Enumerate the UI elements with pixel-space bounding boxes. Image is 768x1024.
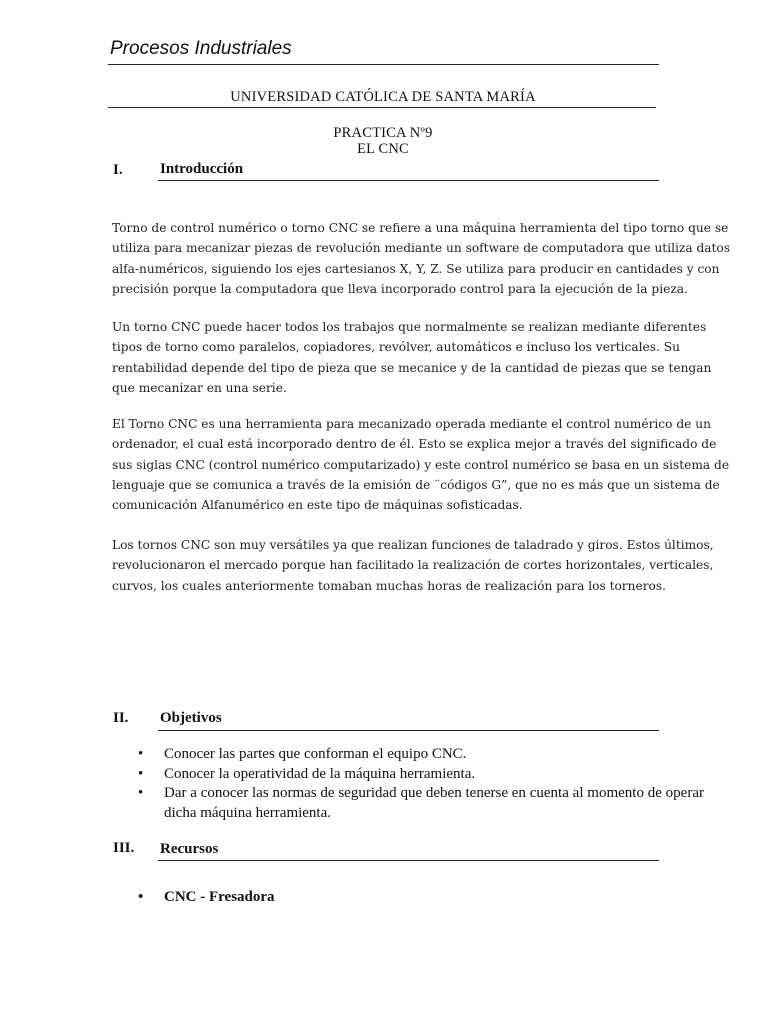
paragraph-line: El Torno CNC es una herramienta para mecanizado operada mediante el control numérico de un <box>112 417 711 431</box>
paragraph-line: que mecanizar en una serie. <box>112 380 287 395</box>
section-number-intro: I. <box>113 162 123 178</box>
list-item-text: Conocer la operatividad de la máquina herramienta. <box>164 765 476 782</box>
objectives-list <box>138 745 704 823</box>
bullet-icon: • <box>138 889 144 905</box>
bullet-icon: • <box>138 746 144 762</box>
section-title-resources: Recursos <box>160 841 219 857</box>
list-item-text: CNC - Fresadora <box>164 889 275 905</box>
university-rule <box>108 107 656 108</box>
resources-list <box>138 888 704 908</box>
list-item <box>138 784 704 823</box>
header-rule <box>108 64 659 65</box>
section-number-objectives: II. <box>113 710 129 726</box>
paragraph-line: Torno de control numérico o torno CNC se refiere a una máquina herramienta del tipo torno que se <box>112 221 729 235</box>
section-title-intro: Introducción <box>160 161 244 177</box>
section-rule-objectives <box>158 730 659 731</box>
section-number-resources: III. <box>113 840 135 856</box>
section-rule-intro <box>158 180 659 181</box>
bullet-icon: • <box>138 765 144 782</box>
paragraph-line: Los tornos CNC son muy versátiles ya que realizan funciones de taladrado y giros. Estos últimos, <box>112 538 714 552</box>
practice-topic: EL CNC <box>357 141 409 157</box>
paragraph-line: sus siglas CNC (control numérico computarizado) y este control numérico se basa en un sistema de <box>112 457 730 472</box>
header-title: Procesos Industriales <box>110 38 292 59</box>
paragraph-line: tipos de torno como paralelos, copiadores, revólver, automáticos e incluso los verticales. Su <box>112 340 680 355</box>
paragraph-line: precisión porque la computadora que lleva incorporado control para la ejecución de la pieza. <box>112 281 688 296</box>
paragraph-line: Un torno CNC puede hacer todos los trabajos que normalmente se realizan mediante diferentes <box>112 320 707 334</box>
section-title-objectives: Objetivos <box>160 710 222 726</box>
list-item <box>138 888 704 908</box>
list-item <box>138 745 704 765</box>
paragraph-line: lenguaje que se comunica a través de la emisión de ¨códigos G”, que no es más que un sistema de <box>112 477 720 492</box>
paragraph-line: ordenador, el cual está incorporado dentro de él. Esto se explica mejor a través del significado de <box>112 437 717 452</box>
paragraph-line: comunicación Alfanumérico en este tipo de máquinas sofisticadas. <box>112 498 523 513</box>
bullet-icon: • <box>138 785 144 801</box>
practice-number: PRACTICA Nº9 <box>333 125 433 141</box>
intro-paragraph-1 <box>112 218 731 299</box>
paragraph-line: alfa-numéricos, siguiendo los ejes cartesianos X, Y, Z. Se utiliza para producir en cantidades y con <box>112 261 720 276</box>
paragraph-line: revolucionaron el mercado porque han facilitado la realización de cortes horizontales, verticales, <box>112 558 714 573</box>
list-item-text: Dar a conocer las normas de seguridad que deben tenerse en cuenta al momento de operar dicha máquina herramienta. <box>164 785 704 821</box>
paragraph-line: utiliza para mecanizar piezas de revolución mediante un software de computadora que utiliza datos <box>112 241 731 256</box>
intro-paragraph-3 <box>112 414 730 515</box>
university-name: UNIVERSIDAD CATÓLICA DE SANTA MARÍA <box>230 89 536 105</box>
list-item <box>138 765 704 785</box>
intro-paragraph-2 <box>112 317 712 398</box>
paragraph-line: curvos, los cuales anteriormente tomaban muchas horas de realización para los torneros. <box>112 578 666 593</box>
list-item-text: Conocer las partes que conforman el equipo CNC. <box>164 746 467 762</box>
section-rule-resources <box>158 860 659 861</box>
intro-paragraph-4 <box>112 535 712 596</box>
paragraph-line: rentabilidad depende del tipo de pieza que se mecanice y de la cantidad de piezas que se tengan <box>112 360 712 375</box>
